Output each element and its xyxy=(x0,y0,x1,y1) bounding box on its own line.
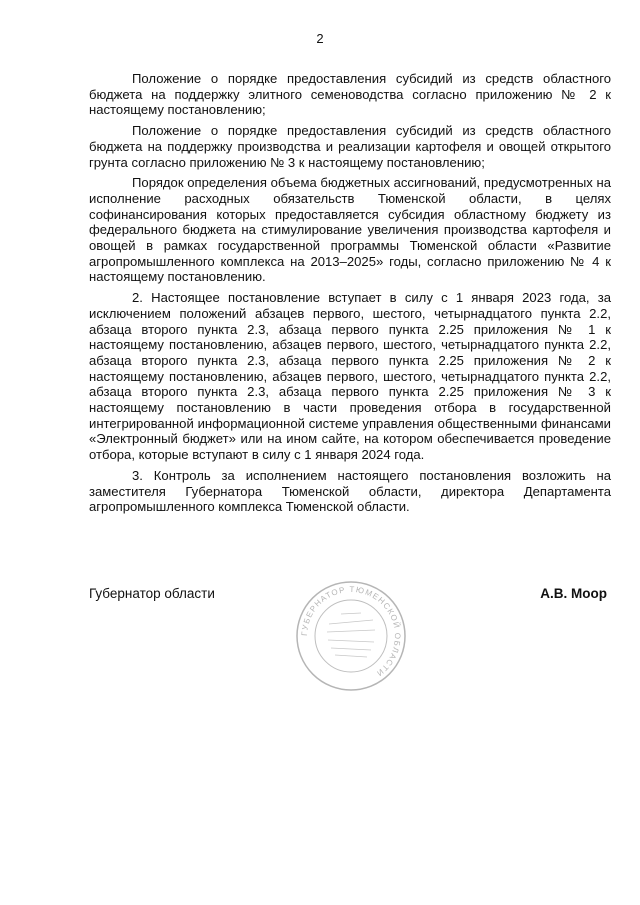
document-body xyxy=(89,71,611,520)
paragraph-effective-date: 2. Настоящее постановление вступает в силу с 1 января 2023 года, за исключением положений абзацев первого, шестого, четырнадцатого пункта 2.2, абзаца второго пункта 2.3, абзаца первого пункта 2.25 приложения № 1 к настоящему постановлению, абзацев первого, шестого, четырнадцатого пункта 2.2, абзаца второго пункта 2.3, абзаца первого пункта 2.25 приложения № 2 к настоящему постановлению, абзацев первого, шестого, четырнадцатого пункта 2.2, абзаца второго пункта 2.3, абзаца первого пункта 2.25 приложения № 3 к настоящему постановлению в части проведения отбора в государственной интегрированной информационной системе управления общественными финансами «Электронный бюджет» или на ином сайте, на котором обеспечивается проведение отбора, которые вступают в силу с 1 января 2024 года. xyxy=(89,290,611,463)
page-number: 2 xyxy=(316,31,324,46)
paragraph-appendix-3: Положение о порядке предоставления субсидий из средств областного бюджета на поддержку производства и реализации картофеля и овощей открытого грунта согласно приложению № 3 к настоящему постановлению; xyxy=(89,123,611,170)
official-seal-icon xyxy=(295,580,407,692)
paragraph-control: 3. Контроль за исполнением настоящего постановления возложить на заместителя Губернатора Тюменской области, директора Департамента агропромышленного комплекса Тюменской области. xyxy=(89,467,611,515)
svg-text:ГУБЕРНАТОР ТЮМЕНСКОЙ ОБЛАСТИ: ГУБЕРНАТОР ТЮМЕНСКОЙ ОБЛАСТИ xyxy=(299,584,403,679)
signer-title: Губернатор области xyxy=(89,586,215,601)
paragraph-appendix-4: Порядок определения объема бюджетных ассигнований, предусмотренных на исполнение расходных обязательств Тюменской области, в целях софинансирования которых предоставляется субсидия областному бюджету из федерального бюджета на стимулирование увеличения производства картофеля и овощей в рамках государственной программы Тюменской области «Развитие агропромышленного комплекса на 2013–2025» годы, согласно приложению № 4 к настоящему постановлению. xyxy=(89,175,611,285)
signer-name: А.В. Моор xyxy=(540,586,607,601)
paragraph-appendix-2: Положение о порядке предоставления субсидий из средств областного бюджета на поддержку элитного семеноводства согласно приложению № 2 к настоящему постановлению; xyxy=(89,71,611,118)
